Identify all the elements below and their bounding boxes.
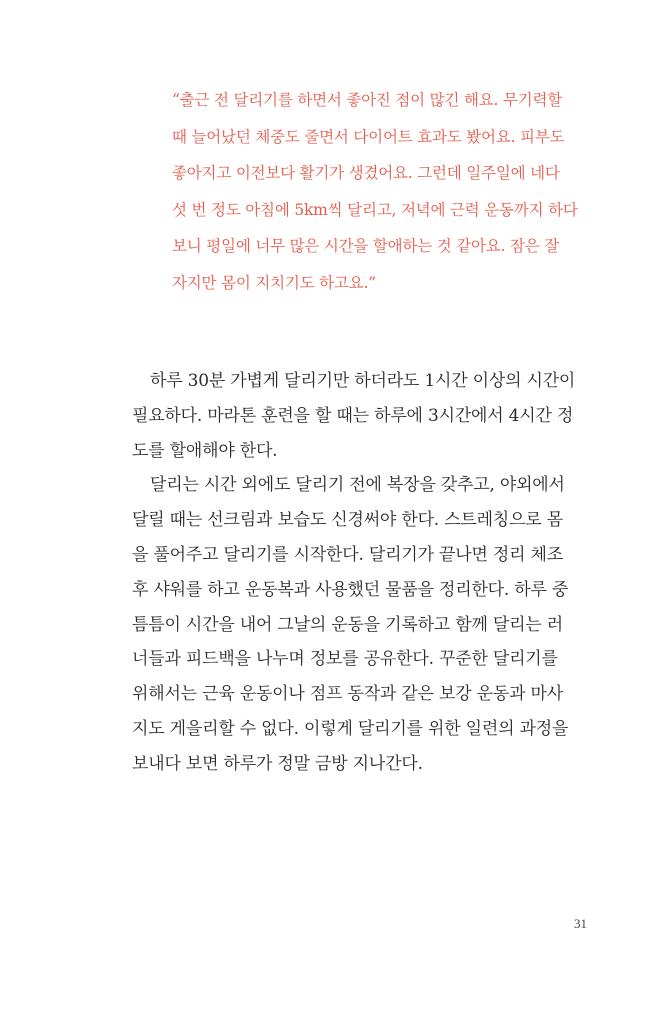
paragraph-line: 달릴 때는 선크림과 보습도 신경써야 한다. 스트레칭으로 몸 [132, 510, 563, 531]
body-text [132, 364, 592, 782]
quote-line: 보니 평일에 너무 많은 시간을 할애하는 것 같아요. 잠은 잘 [172, 237, 560, 255]
paragraph-line: 틈틈이 시간을 내어 그날의 운동을 기록하고 함께 달리는 러 [132, 614, 563, 635]
paragraph-line: 하루 30분 가볍게 달리기만 하더라도 1시간 이상의 시간이 [150, 371, 576, 391]
paragraph-line: 후 샤워를 하고 운동복과 사용했던 물품을 정리한다. 하루 중 [132, 579, 569, 600]
paragraph-line: 위해서는 근육 운동이나 점프 동작과 같은 보강 운동과 마사 [132, 684, 563, 705]
quote-line: 좋아지고 이전보다 활기가 생겼어요. 그런데 일주일에 네다 [172, 164, 560, 182]
quote-line: “출근 전 달리기를 하면서 좋아진 점이 많긴 해요. 무기력할 [172, 91, 563, 109]
page-number: 31 [574, 916, 587, 931]
paragraph-line: 을 풀어주고 달리기를 시작한다. 달리기가 끝나면 정리 체조 [132, 544, 563, 565]
quote-line: 자지만 몸이 지치기도 하고요.” [172, 273, 376, 292]
paragraph-line: 달리는 시간 외에도 달리기 전에 복장을 갖추고, 야외에서 [150, 475, 565, 496]
paragraph-line: 지도 게을리할 수 없다. 이렇게 달리기를 위한 일련의 과정을 [132, 718, 569, 739]
quote-line: 때 늘어났던 체중도 줄면서 다이어트 효과도 봤어요. 피부도 [172, 127, 565, 146]
quote-line: 섯 번 정도 아침에 5km씩 달리고, 저녁에 근력 운동까지 하다 [172, 200, 578, 219]
paragraph-line: 너들과 피드백을 나누며 정보를 공유한다. 꾸준한 달리기를 [132, 649, 558, 670]
paragraph-line: 보내다 보면 하루가 정말 금방 지나간다. [132, 753, 423, 774]
interview-quote [172, 82, 592, 301]
paragraph-line: 도를 할애해야 한다. [132, 440, 278, 461]
paragraph-line: 필요하다. 마라톤 훈련을 할 때는 하루에 3시간에서 4시간 정 [132, 405, 574, 426]
